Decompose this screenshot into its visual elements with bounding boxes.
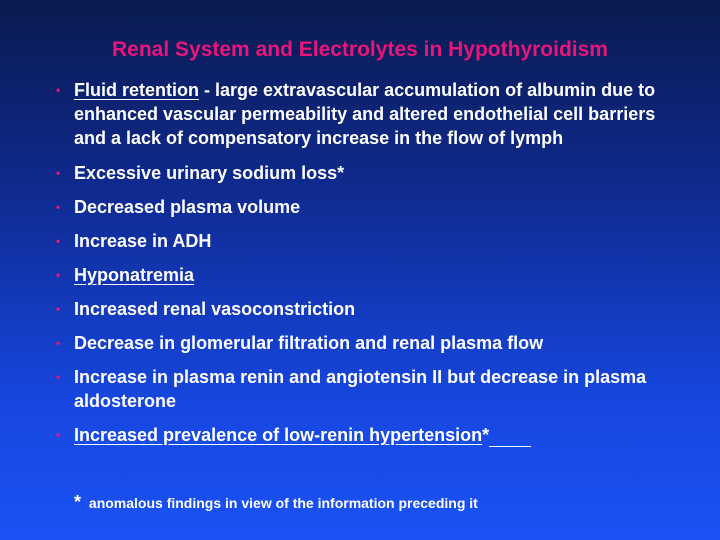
bullet-lead: Fluid retention: [74, 80, 199, 100]
bullet-text: Increase in ADH: [74, 231, 212, 251]
bullet-list: [52, 78, 672, 457]
bullet-lead: Hyponatremia: [74, 265, 195, 285]
footnote: [74, 492, 478, 513]
bullet-marker-icon: •: [56, 234, 61, 248]
bullet-marker-icon: •: [56, 83, 61, 97]
bullet-marker-icon: •: [56, 428, 61, 442]
bullet-glomerular: [52, 331, 672, 355]
bullet-renin: [52, 365, 672, 413]
bullet-sodium-loss: [52, 161, 672, 185]
bullet-marker-icon: •: [56, 302, 61, 316]
bullet-marker-icon: •: [56, 336, 61, 350]
bullet-text: Excessive urinary sodium loss*: [74, 163, 345, 183]
footnote-text: anomalous findings in view of the information preceding it: [88, 495, 478, 511]
underline-extension: [489, 446, 531, 447]
bullet-marker-icon: •: [56, 268, 61, 282]
bullet-marker-icon: •: [56, 370, 61, 384]
bullet-hypertension: [52, 423, 672, 447]
bullet-text: - large extravascular accumulation of albumin due to enhanced vascular permeability and altered endothelial cell barriers and a lack of compensatory increase in the flow of lymph: [74, 80, 656, 148]
bullet-marker-icon: •: [56, 200, 61, 214]
bullet-fluid-retention: [52, 78, 672, 150]
bullet-text: Increased renal vasoconstriction: [74, 299, 356, 319]
bullet-lead: Increased prevalence of low-renin hypertension: [74, 425, 483, 445]
footnote-star: *: [74, 492, 82, 512]
slide-title: Renal System and Electrolytes in Hypothyroidism: [112, 38, 608, 61]
bullet-text: Increase in plasma renin and angiotensin II but decrease in plasma aldosterone: [74, 367, 647, 411]
bullet-vasoconstriction: [52, 297, 672, 321]
bullet-marker-icon: •: [56, 166, 61, 180]
bullet-text: *: [482, 425, 490, 445]
bullet-plasma-volume: [52, 195, 672, 219]
bullet-adh: [52, 229, 672, 253]
bullet-hyponatremia: [52, 263, 672, 287]
bullet-text: Decrease in glomerular filtration and renal plasma flow: [74, 333, 544, 353]
bullet-text: Decreased plasma volume: [74, 197, 301, 217]
